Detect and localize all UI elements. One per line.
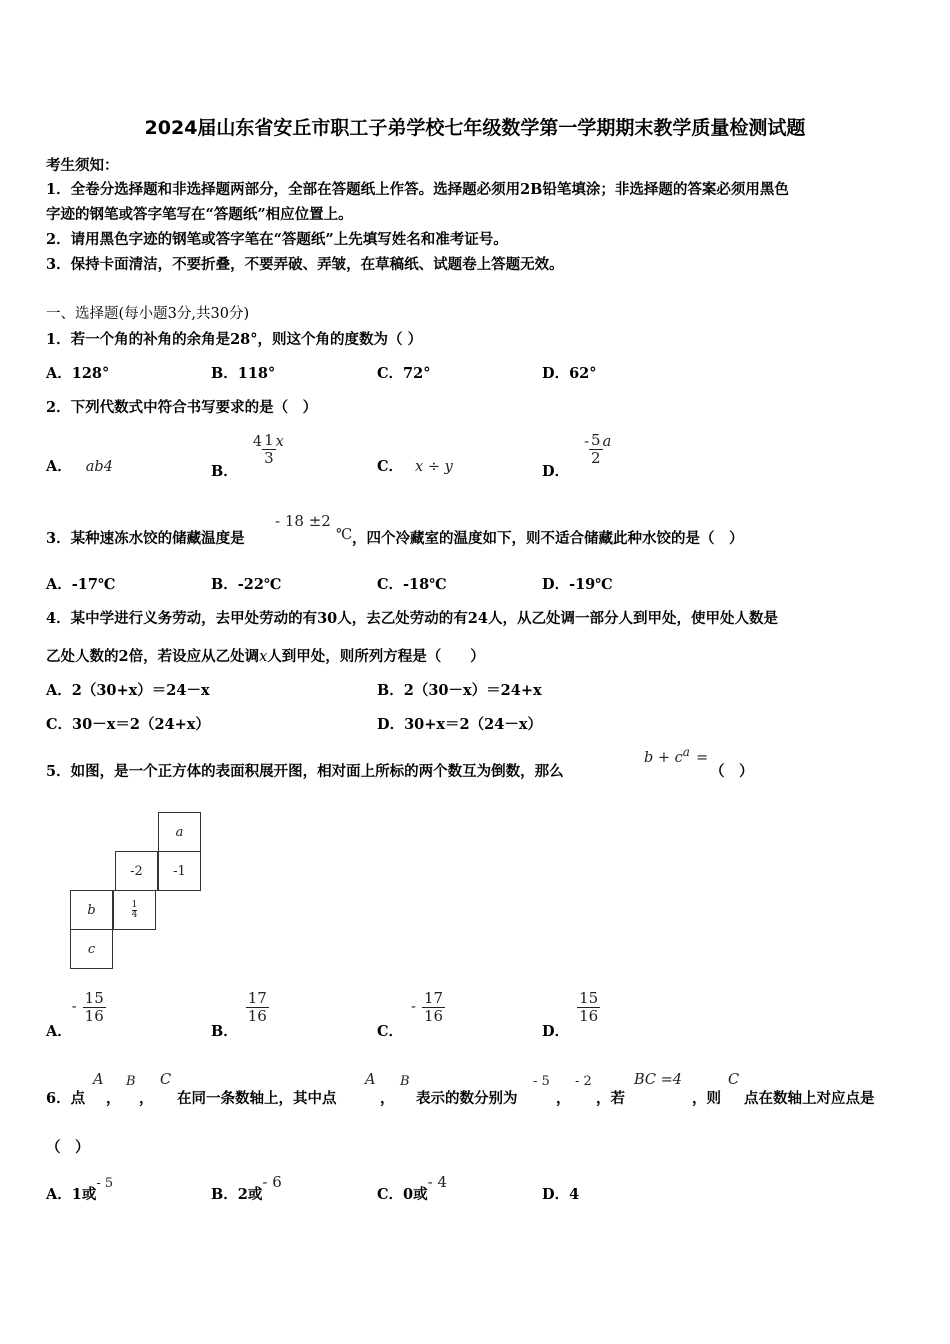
q2-a-label: A． [46,458,72,475]
q3-temperature: - 18 ±2 [275,512,331,530]
net-quarter-den: 4 [131,909,138,920]
net-quarter-num: 1 [131,899,138,910]
q2-b-num: 1 [264,431,274,449]
q6-b-label: B．2或 [211,1186,263,1203]
q2-d-num: 5 [591,431,601,449]
q5-d-num: 15 [579,989,599,1007]
net-cell-neg1: -1 [158,851,201,891]
q6-p3: 表示的数分别为 [416,1090,518,1107]
q5-c-label: C． [377,1023,404,1040]
net-cell-quarter [113,890,156,930]
q2-b-var: x [275,434,284,450]
q5-a-label: A． [46,1023,72,1040]
q3-stem-a: 3．某种速冻水饺的储藏温度是 [46,530,245,547]
section-heading: 一、选择题(每小题3分,共30分) [46,306,250,322]
q5-expr-eq: = [695,749,709,766]
q6-p4: ，若 [596,1090,625,1107]
q5-expression [644,745,708,766]
q6-bc-equation: BC =4 [634,1072,683,1088]
q4-stem-b1: 乙处人数的2倍，若设应从乙处调 [46,648,260,665]
q5-b-den: 16 [247,1006,267,1025]
net-cell-c: c [70,929,113,969]
q6-value-2: - 2 [575,1074,592,1089]
q6-point-c-1: C [160,1072,172,1088]
notice-heading: 考生须知： [46,157,119,174]
notice-line-1a: 1．全卷分选择题和非选择题两部分，全部在答题纸上作答。选择题必须用2B铅笔填涂；非选择题的答案必须用黑色 [46,181,789,198]
q6-comma-4: ， [556,1090,571,1107]
q2-c-expr: x ÷ y [415,459,453,475]
q6-option-a [46,1176,114,1204]
q3-option-b: B．-22℃ [211,576,282,593]
q5-b-num: 17 [247,989,267,1007]
q2-d-label: D． [542,463,570,480]
q5-option-c [377,989,445,1040]
q5-c-sign: - [411,999,416,1015]
q5-option-b [211,989,269,1040]
q1-option-a: A．128° [46,365,110,382]
q6-a-label: A．1或 [46,1186,97,1203]
q4-stem-b [46,645,485,666]
q6-b-value: - 6 [262,1173,282,1191]
q3-option-d: D．-19℃ [542,576,613,593]
q2-option-d [542,430,612,480]
q2-a-expr: ab4 [85,459,113,475]
q5-c-den: 16 [423,1006,444,1025]
q6-a-value: - 5 [96,1176,114,1191]
q2-d-den: 2 [591,448,601,467]
q2-d-fraction [589,432,603,466]
q6-comma-3: ， [380,1090,395,1107]
q5-a-num: 15 [84,989,104,1007]
q2-b-fraction [262,432,276,466]
q2-d-var: a [602,434,612,450]
q6-point-a-2: A [365,1072,376,1088]
net-cell-neg2: -2 [115,851,158,891]
q3-stem-b: ，四个冷藏室的温度如下，则不适合储藏此种水饺的是（ ） [352,530,744,547]
q5-a-den: 16 [84,1006,104,1025]
page-title: 2024届山东省安丘市职工子弟学校七年级数学第一学期期末教学质量检测试题 [144,117,806,139]
q5-c-fraction [422,990,445,1024]
q2-b-label: B． [211,463,238,480]
q4-option-c: C．30－x＝2（24+x） [46,716,210,733]
q4-option-b: B．2（30－x）＝24+x [377,682,542,699]
q2-b-whole: 4 [252,434,263,450]
q6-c-value: - 4 [427,1173,448,1191]
notice-line-3: 3．保持卡面清洁，不要折叠，不要弄破、弄皱，在草稿纸、试题卷上答题无效。 [46,256,564,273]
q6-point-b-1: B [126,1074,136,1089]
notice-line-1b: 字迹的钢笔或答字笔写在“答题纸”相应位置上。 [46,206,353,223]
q6-c-label: C．0或 [377,1186,428,1203]
q1-option-b: B．118° [211,365,276,382]
q4-option-d: D．30+x＝2（24－x） [377,716,542,733]
net-cell-b: b [70,890,113,930]
q6-p6: 点在数轴上对应点是 [744,1090,875,1107]
q5-d-fraction [577,990,600,1024]
q6-p1: 6．点 [46,1090,86,1107]
q5-b-label: B． [211,1023,238,1040]
q6-option-c [377,1173,448,1204]
q6-option-d: D．4 [542,1186,580,1203]
q6-p5: ，则 [692,1090,721,1107]
q5-b-fraction [246,990,269,1024]
q5-stem-a: 5．如图，是一个正方体的表面积展开图，相对面上所标的两个数互为倒数，那么 [46,763,564,780]
notice-line-2: 2．请用黑色字迹的钢笔或答字笔在“答题纸”上先填写姓名和准考证号。 [46,231,508,248]
q6-comma-2: ， [139,1090,154,1107]
q4-stem-a: 4．某中学进行义务劳动，去甲处劳动的有30人，去乙处劳动的有24人，从乙处调一部分人到甲处，使甲处人数是 [46,610,778,627]
q2-stem: 2．下列代数式中符合书写要求的是（ ） [46,399,318,416]
q3-unit: ℃ [336,527,353,543]
q2-b-den: 3 [264,448,274,467]
q6-p2: 在同一条数轴上，其中点 [177,1090,337,1107]
q1-stem: 1．若一个角的补角的余角是28°，则这个角的度数为（ ） [46,331,423,348]
q5-expr-sup: a [682,745,690,759]
q6-point-a-1: A [93,1072,104,1088]
q3-option-a: A．-17℃ [46,576,116,593]
q5-a-fraction [83,990,106,1024]
q4-stem-b2: 人到甲处，则所列方程是（ ） [267,648,485,665]
q4-stem-var: x [259,649,268,665]
q5-d-den: 16 [579,1006,599,1025]
q1-option-d: D．62° [542,365,597,382]
q5-expr-b: b + c [644,749,683,766]
q2-option-c [377,455,453,476]
q6-value-1: - 5 [533,1074,550,1089]
q5-d-label: D． [542,1023,570,1040]
q4-option-a: A．2（30+x）＝24－x [46,682,210,699]
q5-option-a [46,989,106,1040]
q3-option-c: C．-18℃ [377,576,447,593]
q1-option-c: C．72° [377,365,431,382]
q2-option-a [46,455,113,476]
q5-option-d [542,989,600,1040]
q2-d-sign: - [584,434,590,450]
q2-option-b [211,430,284,480]
net-cell-a: a [158,812,201,852]
q5-stem-b: （ ） [710,763,754,780]
q5-c-num: 17 [423,989,444,1007]
q6-p7: （ ） [46,1139,90,1156]
q2-c-label: C． [377,458,404,475]
q6-comma-1: ， [106,1090,121,1107]
q6-point-c-2: C [728,1072,740,1088]
q6-point-b-2: B [400,1074,410,1089]
q5-a-sign: - [71,999,77,1015]
q6-option-b [211,1173,282,1204]
